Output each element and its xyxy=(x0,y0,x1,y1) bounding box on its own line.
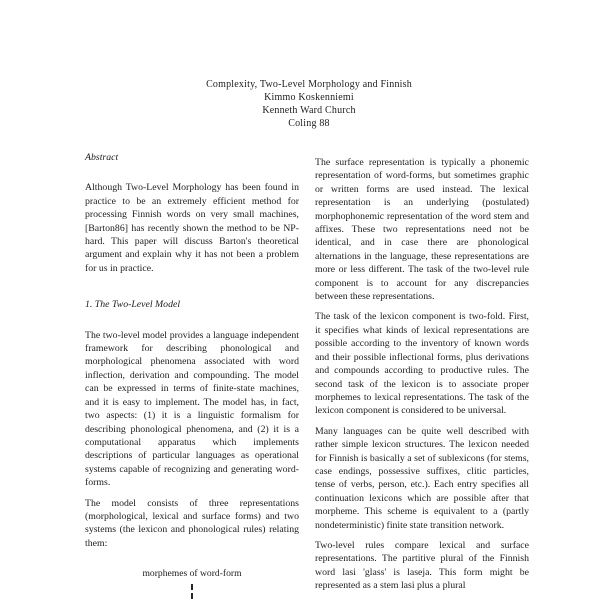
right-column xyxy=(315,156,529,600)
section-1-heading: 1. The Two-Level Model xyxy=(85,299,181,311)
title-block xyxy=(85,78,533,130)
body-paragraph: Two-level rules compare lexical and surface representations. The partitive plural of the Finnish word lasi 'glass' is laseja. This form might be represented as a stem lasi plus a plural xyxy=(315,539,529,592)
abstract-paragraph: Although Two-Level Morphology has been found in practice to be an extremely efficient method for processing Finnish words on very small machines, [Barton86] has recently shown the method to be NP-hard. This paper will discuss Barton's theoretical argument and explain why it has not been a problem for us in practice. xyxy=(85,182,299,274)
body-paragraph: Many languages can be quite well described with rather simple lexicon structures. The lexicon needed for Finnish is basically a set of sublexicons (for stems, case endings, possessive suffixes, clitic particles, tense of verbs, person, etc.). Each entry specifies all continuation lexicons which are possible after that morpheme. This scheme is equivalent to a (partly nondeterministic) finite state transition network. xyxy=(315,425,529,531)
abstract-heading: Abstract xyxy=(85,152,119,163)
paper-venue: Coling 88 xyxy=(288,118,330,129)
model-diagram xyxy=(85,567,299,600)
body-paragraph: The task of the lexicon component is two-fold. First, it specifies what kinds of lexical representations are possible according to the inventory of known words and their possible inflectional forms, plus derivations and compounds according to productive rules. The second task of the lexicon is to associate proper morphemes to lexical representations. The task of the lexicon component is considered to be universal. xyxy=(315,311,529,417)
paper-author-2: Kenneth Ward Church xyxy=(262,105,356,116)
body-paragraph: The model consists of three representations (morphological, lexical and surface forms) and two systems (the lexicon and phonological rules) relating them: xyxy=(85,497,299,549)
paper-title: Complexity, Two-Level Morphology and Finnish xyxy=(206,79,412,90)
left-column xyxy=(85,151,299,600)
paper-author-1: Kimmo Koskenniemi xyxy=(264,92,354,103)
body-paragraph: The two-level model provides a language independent framework for describing phonological and morphological phenomena associated with word inflection, derivation and compounding. The model can be expressed in terms of finite-state machines, and it is easy to implement. The model has, in fact, two aspects: (1) it is a linguistic formalism for describing phonological phenomena, and (2) it is a computational apparatus which implements descriptions of particular languages as operational systems capable of recognizing and generating word-forms. xyxy=(85,329,299,489)
body-paragraph: The surface representation is typically a phonemic representation of word-forms, but sometimes graphic or written forms are used instead. The lexical representation is an underlying (postulated) morphophonemic representation of the word stem and affixes. These two representations need not be identical, and in case there are phonological alternations in the language, these representations are more or less different. The task of the two-level rule component is to account for any discrepancies between these representations. xyxy=(315,157,529,303)
diagram-label: morphemes of word-form xyxy=(142,568,242,580)
diagram-vertical-line xyxy=(191,584,193,600)
